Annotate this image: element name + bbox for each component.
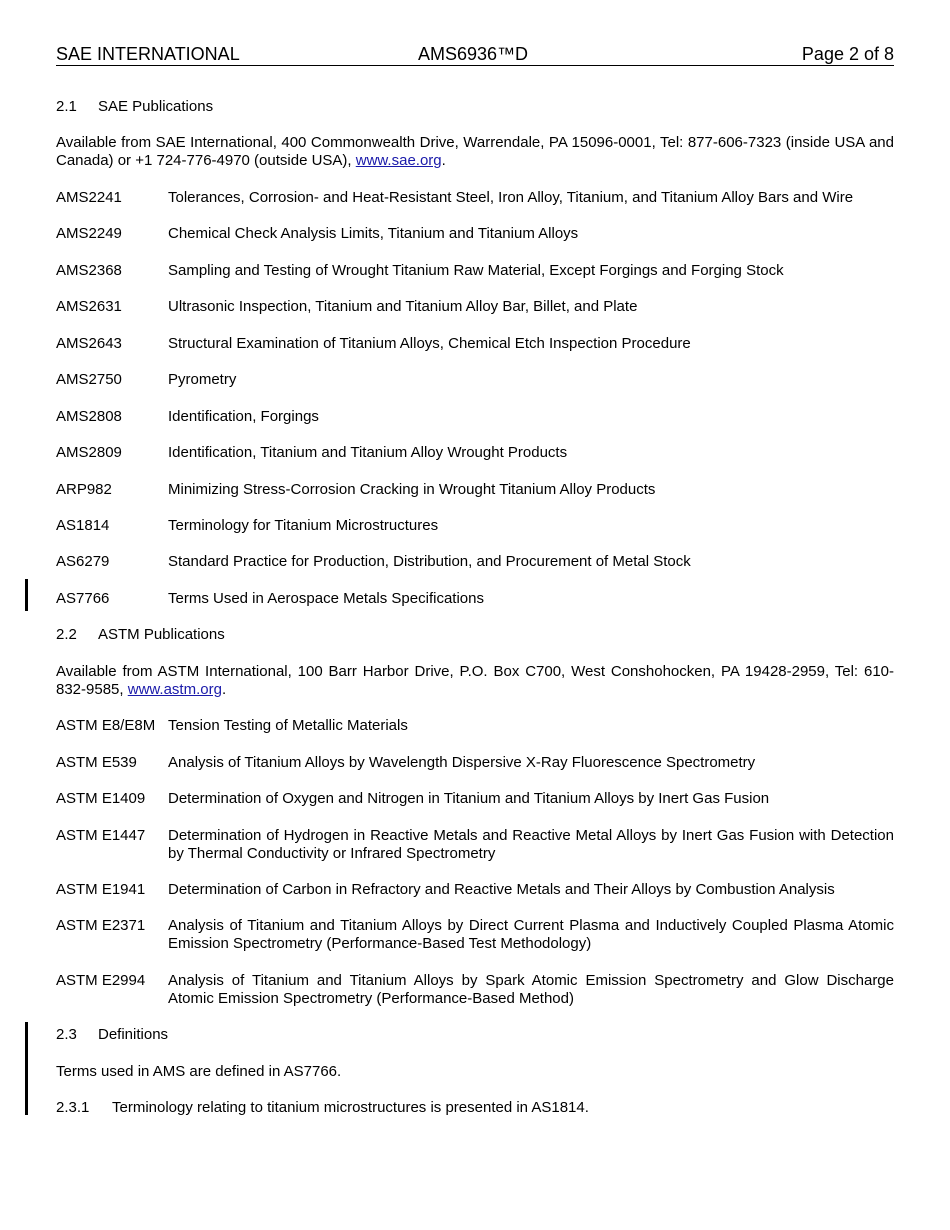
reference-title: Chemical Check Analysis Limits, Titanium and Titanium Alloys <box>168 225 579 242</box>
reference-item <box>56 335 894 371</box>
reference-title: Terms Used in Aerospace Metals Specifications <box>168 590 484 607</box>
reference-title: Identification, Titanium and Titanium Alloy Wrought Products <box>168 444 568 461</box>
reference-title: Tolerances, Corrosion- and Heat-Resistant Steel, Iron Alloy, Titanium, and Titanium Alloy Bars and Wire <box>168 189 854 206</box>
availability-end: . <box>221 681 227 698</box>
reference-code: ASTM E8/E8M <box>56 717 156 734</box>
definitions-text: Terms used in AMS are defined in AS7766. <box>56 1063 342 1080</box>
section-number: 2.1 <box>56 98 77 115</box>
reference-title: Identification, Forgings <box>168 408 319 425</box>
subsection-text: Terminology relating to titanium microstructures is presented in AS1814. <box>112 1099 589 1116</box>
change-bar <box>25 1022 28 1115</box>
reference-item <box>56 408 894 444</box>
reference-item <box>56 917 894 953</box>
reference-item <box>56 225 894 261</box>
reference-code: AS6279 <box>56 553 110 570</box>
reference-title: Minimizing Stress-Corrosion Cracking in Wrought Titanium Alloy Products <box>168 481 656 498</box>
reference-item <box>56 517 894 553</box>
reference-title: Determination of Oxygen and Nitrogen in Titanium and Titanium Alloys by Inert Gas Fusion <box>168 790 770 807</box>
reference-code: AMS2808 <box>56 408 122 425</box>
reference-code: AMS2643 <box>56 335 122 352</box>
reference-item <box>56 717 894 753</box>
reference-code: ASTM E1941 <box>56 881 146 898</box>
reference-item <box>56 790 894 826</box>
availability-paragraph <box>56 134 894 170</box>
reference-item <box>56 754 894 790</box>
sae-link[interactable]: www.sae.org <box>355 152 442 169</box>
header-page-number: Page 2 of 8 <box>801 44 894 64</box>
change-bar <box>25 579 28 611</box>
section-title: SAE Publications <box>98 98 214 115</box>
section-title: Definitions <box>98 1026 169 1043</box>
reference-item <box>56 262 894 298</box>
reference-title: Analysis of Titanium and Titanium Alloys by Direct Current Plasma and Inductively Coupled Plasma Atomic Emission Spectrometry (Performance-Based Test Methodology) <box>168 917 894 952</box>
subsection-number: 2.3.1 <box>56 1099 90 1116</box>
reference-code: ARP982 <box>56 481 112 498</box>
section-number: 2.3 <box>56 1026 77 1043</box>
reference-title: Determination of Hydrogen in Reactive Metals and Reactive Metal Alloys by Inert Gas Fusion with Detection by Thermal Conductivity or Infrared Spectrometry <box>168 827 894 862</box>
reference-item <box>56 827 894 863</box>
astm-link[interactable]: www.astm.org <box>127 681 222 698</box>
reference-code: ASTM E1447 <box>56 827 146 844</box>
reference-title: Pyrometry <box>168 371 237 388</box>
availability-text: Available from ASTM International, 100 Barr Harbor Drive, P.O. Box C700, West Conshohocken, PA 19428-2959, Tel: 610-832-9585, <box>56 663 894 698</box>
availability-text: Available from SAE International, 400 Commonwealth Drive, Warrendale, PA 15096-0001, Tel: 877-606-7323 (inside USA and Canada) or +1 724-776-4970 (outside USA), <box>56 134 894 169</box>
page-header <box>56 44 894 66</box>
reference-item <box>56 298 894 334</box>
reference-code: AMS2631 <box>56 298 122 315</box>
header-doc-number: AMS6936™D <box>418 44 529 64</box>
reference-title: Analysis of Titanium and Titanium Alloys by Spark Atomic Emission Spectrometry and Glow Discharge Atomic Emission Spectrometry (Performance-Based Method) <box>168 972 894 1007</box>
reference-code: ASTM E1409 <box>56 790 146 807</box>
reference-code: ASTM E539 <box>56 754 137 771</box>
reference-code: AMS2249 <box>56 225 122 242</box>
section-title: ASTM Publications <box>98 626 225 643</box>
reference-title: Tension Testing of Metallic Materials <box>168 717 408 734</box>
reference-item <box>56 590 894 626</box>
reference-title: Analysis of Titanium Alloys by Wavelength Dispersive X-Ray Fluorescence Spectrometry <box>168 754 756 771</box>
reference-item <box>56 371 894 407</box>
reference-code: ASTM E2994 <box>56 972 146 989</box>
reference-title: Sampling and Testing of Wrought Titanium Raw Material, Except Forgings and Forging Stock <box>168 262 784 279</box>
reference-title: Structural Examination of Titanium Alloys, Chemical Etch Inspection Procedure <box>168 335 691 352</box>
section-number: 2.2 <box>56 626 77 643</box>
reference-code: AMS2809 <box>56 444 122 461</box>
reference-code: AMS2750 <box>56 371 122 388</box>
reference-item <box>56 444 894 480</box>
reference-title: Ultrasonic Inspection, Titanium and Titanium Alloy Bar, Billet, and Plate <box>168 298 638 315</box>
reference-title: Standard Practice for Production, Distribution, and Procurement of Metal Stock <box>168 553 691 570</box>
reference-code: AMS2368 <box>56 262 122 279</box>
reference-title: Terminology for Titanium Microstructures <box>168 517 439 534</box>
reference-item <box>56 481 894 517</box>
reference-item <box>56 553 894 589</box>
reference-code: AS1814 <box>56 517 110 534</box>
reference-item <box>56 881 894 917</box>
availability-paragraph <box>56 663 894 699</box>
reference-item <box>56 189 894 225</box>
reference-code: AS7766 <box>56 590 110 607</box>
reference-item <box>56 972 894 1008</box>
reference-code: AMS2241 <box>56 189 122 206</box>
reference-title: Determination of Carbon in Refractory and Reactive Metals and Their Alloys by Combustion Analysis <box>168 881 835 898</box>
availability-end: . <box>441 152 446 169</box>
reference-code: ASTM E2371 <box>56 917 146 934</box>
header-org: SAE INTERNATIONAL <box>56 44 240 64</box>
